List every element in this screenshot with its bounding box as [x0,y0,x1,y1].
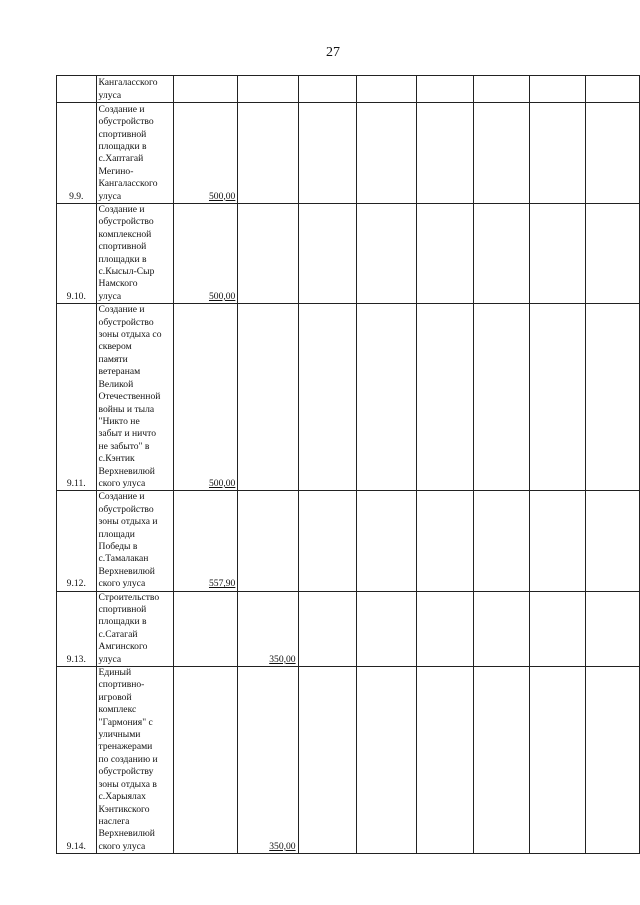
table-row [57,204,640,304]
empty-cell [298,667,356,854]
amount-cell [174,491,238,591]
item-name-line: памяти [98,353,128,365]
item-name-line: ского улуса [98,477,146,489]
item-name-line: с.Кэнтик [98,453,135,465]
empty-cell [356,667,417,854]
amount-cell [238,204,298,304]
amount-cell [238,591,298,666]
item-number-cell: 9.12. [57,491,97,591]
item-name-cell [96,103,174,204]
item-name-line: Единый [98,667,132,679]
item-name-line: с.Сатагай [98,628,138,640]
empty-cell [356,304,417,491]
empty-cell [417,667,474,854]
item-name-line: улуса [98,653,122,665]
item-name-line: обустройство [98,216,154,228]
item-name-line: площадки в [98,616,147,628]
empty-cell [585,76,639,103]
empty-cell [585,204,639,304]
item-name-line: обустройство [98,503,154,515]
item-name-line: площадки в [98,140,147,152]
empty-cell [417,204,474,304]
amount-cell [174,304,238,491]
amount-cell [174,76,238,103]
item-name-line: уличными [98,729,141,741]
table-row [57,491,640,591]
empty-cell [529,103,585,204]
item-name-line: игровой [98,691,132,703]
empty-cell [298,103,356,204]
item-name-line: ского улуса [98,840,146,852]
table-row [57,591,640,666]
amount-value: 500,00 [208,290,236,302]
item-name-cell [96,204,174,304]
item-number-cell: 9.11. [57,304,97,491]
item-name-line: Кэнтикского [98,803,150,815]
amount-cell [238,491,298,591]
item-name-line: по созданию и [98,753,158,765]
item-number-cell: 9.10. [57,204,97,304]
item-name-line: с.Хаптагай [98,153,144,165]
amount-value: 557,90 [208,578,236,590]
item-name-line: спортивной [98,241,147,253]
empty-cell [585,591,639,666]
item-name-line: улуса [98,290,122,302]
empty-cell [529,591,585,666]
empty-cell [298,591,356,666]
empty-cell [585,103,639,204]
item-name-line: ского улуса [98,578,146,590]
item-name-line: "Гармония" с [98,716,153,728]
table-row [57,304,640,491]
empty-cell [417,591,474,666]
empty-cell [529,491,585,591]
item-name-line: сквером [98,341,132,353]
item-name-line: Амгинского [98,641,148,653]
amount-cell [238,667,298,854]
empty-cell [356,76,417,103]
item-name-line: Кангаласского [98,77,158,89]
empty-cell [298,76,356,103]
item-name-line: наслега [98,815,130,827]
empty-cell [529,667,585,854]
item-name-line: комплекс [98,704,137,716]
amount-cell [238,304,298,491]
item-name-line: забыт и ничто [98,428,156,440]
item-name-cell [96,591,174,666]
empty-cell [356,491,417,591]
item-name-line: с.Тамалакан [98,553,149,565]
item-name-line: обустройству [98,766,154,778]
table-row [57,667,640,854]
empty-cell [585,491,639,591]
amount-cell [174,103,238,204]
amount-value: 500,00 [208,477,236,489]
empty-cell [529,204,585,304]
empty-cell [356,204,417,304]
item-name-line: Верхневилюй [98,828,155,840]
item-name-line: Кангаласского [98,178,158,190]
empty-cell [474,591,529,666]
empty-cell [298,204,356,304]
item-name-line: зоны отдыха и [98,516,158,528]
item-name-line: Отечественной [98,391,161,403]
item-name-line: Победы в [98,540,138,552]
amount-value: 500,00 [208,190,236,202]
item-name-line: зоны отдыха в [98,778,157,790]
empty-cell [474,204,529,304]
amount-cell [174,667,238,854]
item-name-line: зоны отдыха со [98,329,162,341]
empty-cell [529,304,585,491]
item-name-line: Строительство [98,591,160,603]
item-number-cell: 9.9. [57,103,97,204]
item-name-line: улуса [98,89,122,101]
empty-cell [474,491,529,591]
item-name-line: с.Кысыл-Сыр [98,266,155,278]
empty-cell [585,304,639,491]
amount-value: 350,00 [269,840,296,852]
empty-cell [417,304,474,491]
amount-cell [174,591,238,666]
item-name-line: Намского [98,278,138,290]
empty-cell [417,103,474,204]
empty-cell [474,304,529,491]
item-name-line: спортивной [98,128,147,140]
empty-cell [417,491,474,591]
table-row [57,103,640,204]
item-name-line: спортивно- [98,679,145,691]
item-name-cell [96,491,174,591]
amount-cell [238,103,298,204]
item-name-line: улуса [98,190,122,202]
empty-cell [356,591,417,666]
item-name-line: Мегино- [98,165,134,177]
empty-cell [356,103,417,204]
item-name-line: Создание и [98,304,145,316]
item-name-line: комплексной [98,228,152,240]
empty-cell [529,76,585,103]
item-name-line: Верхневилюй [98,465,155,477]
item-name-line: не забыто" в [98,440,150,452]
empty-cell [298,304,356,491]
item-number-cell [57,76,97,103]
empty-cell [585,667,639,854]
item-number-cell: 9.14. [57,667,97,854]
item-name-line: Верхневилюй [98,565,155,577]
empty-cell [417,76,474,103]
item-name-line: Создание и [98,103,145,115]
amount-cell [174,204,238,304]
item-name-cell [96,76,174,103]
amount-cell [238,76,298,103]
empty-cell [474,667,529,854]
item-name-cell [96,304,174,491]
item-name-line: тренажерами [98,741,153,753]
table-row [57,76,640,103]
item-name-line: Создание и [98,204,145,215]
item-name-line: Создание и [98,491,145,503]
item-name-line: Великой [98,378,134,390]
empty-cell [298,491,356,591]
empty-cell [474,76,529,103]
item-name-line: спортивной [98,604,147,615]
page-number: 27 [326,45,340,60]
item-name-line: обустройство [98,116,154,128]
item-name-line: ветеранам [98,366,141,378]
item-name-line: обустройство [98,316,154,328]
item-name-line: войны и тыла [98,403,155,415]
amount-value: 350,00 [269,653,296,665]
item-number-cell: 9.13. [57,591,97,666]
budget-table [56,75,640,854]
empty-cell [474,103,529,204]
item-name-line: площади [98,528,135,540]
item-name-line: с.Харыялах [98,791,146,803]
item-name-line: "Никто не [98,415,140,427]
item-name-line: площадки в [98,253,147,265]
item-name-cell [96,667,174,854]
